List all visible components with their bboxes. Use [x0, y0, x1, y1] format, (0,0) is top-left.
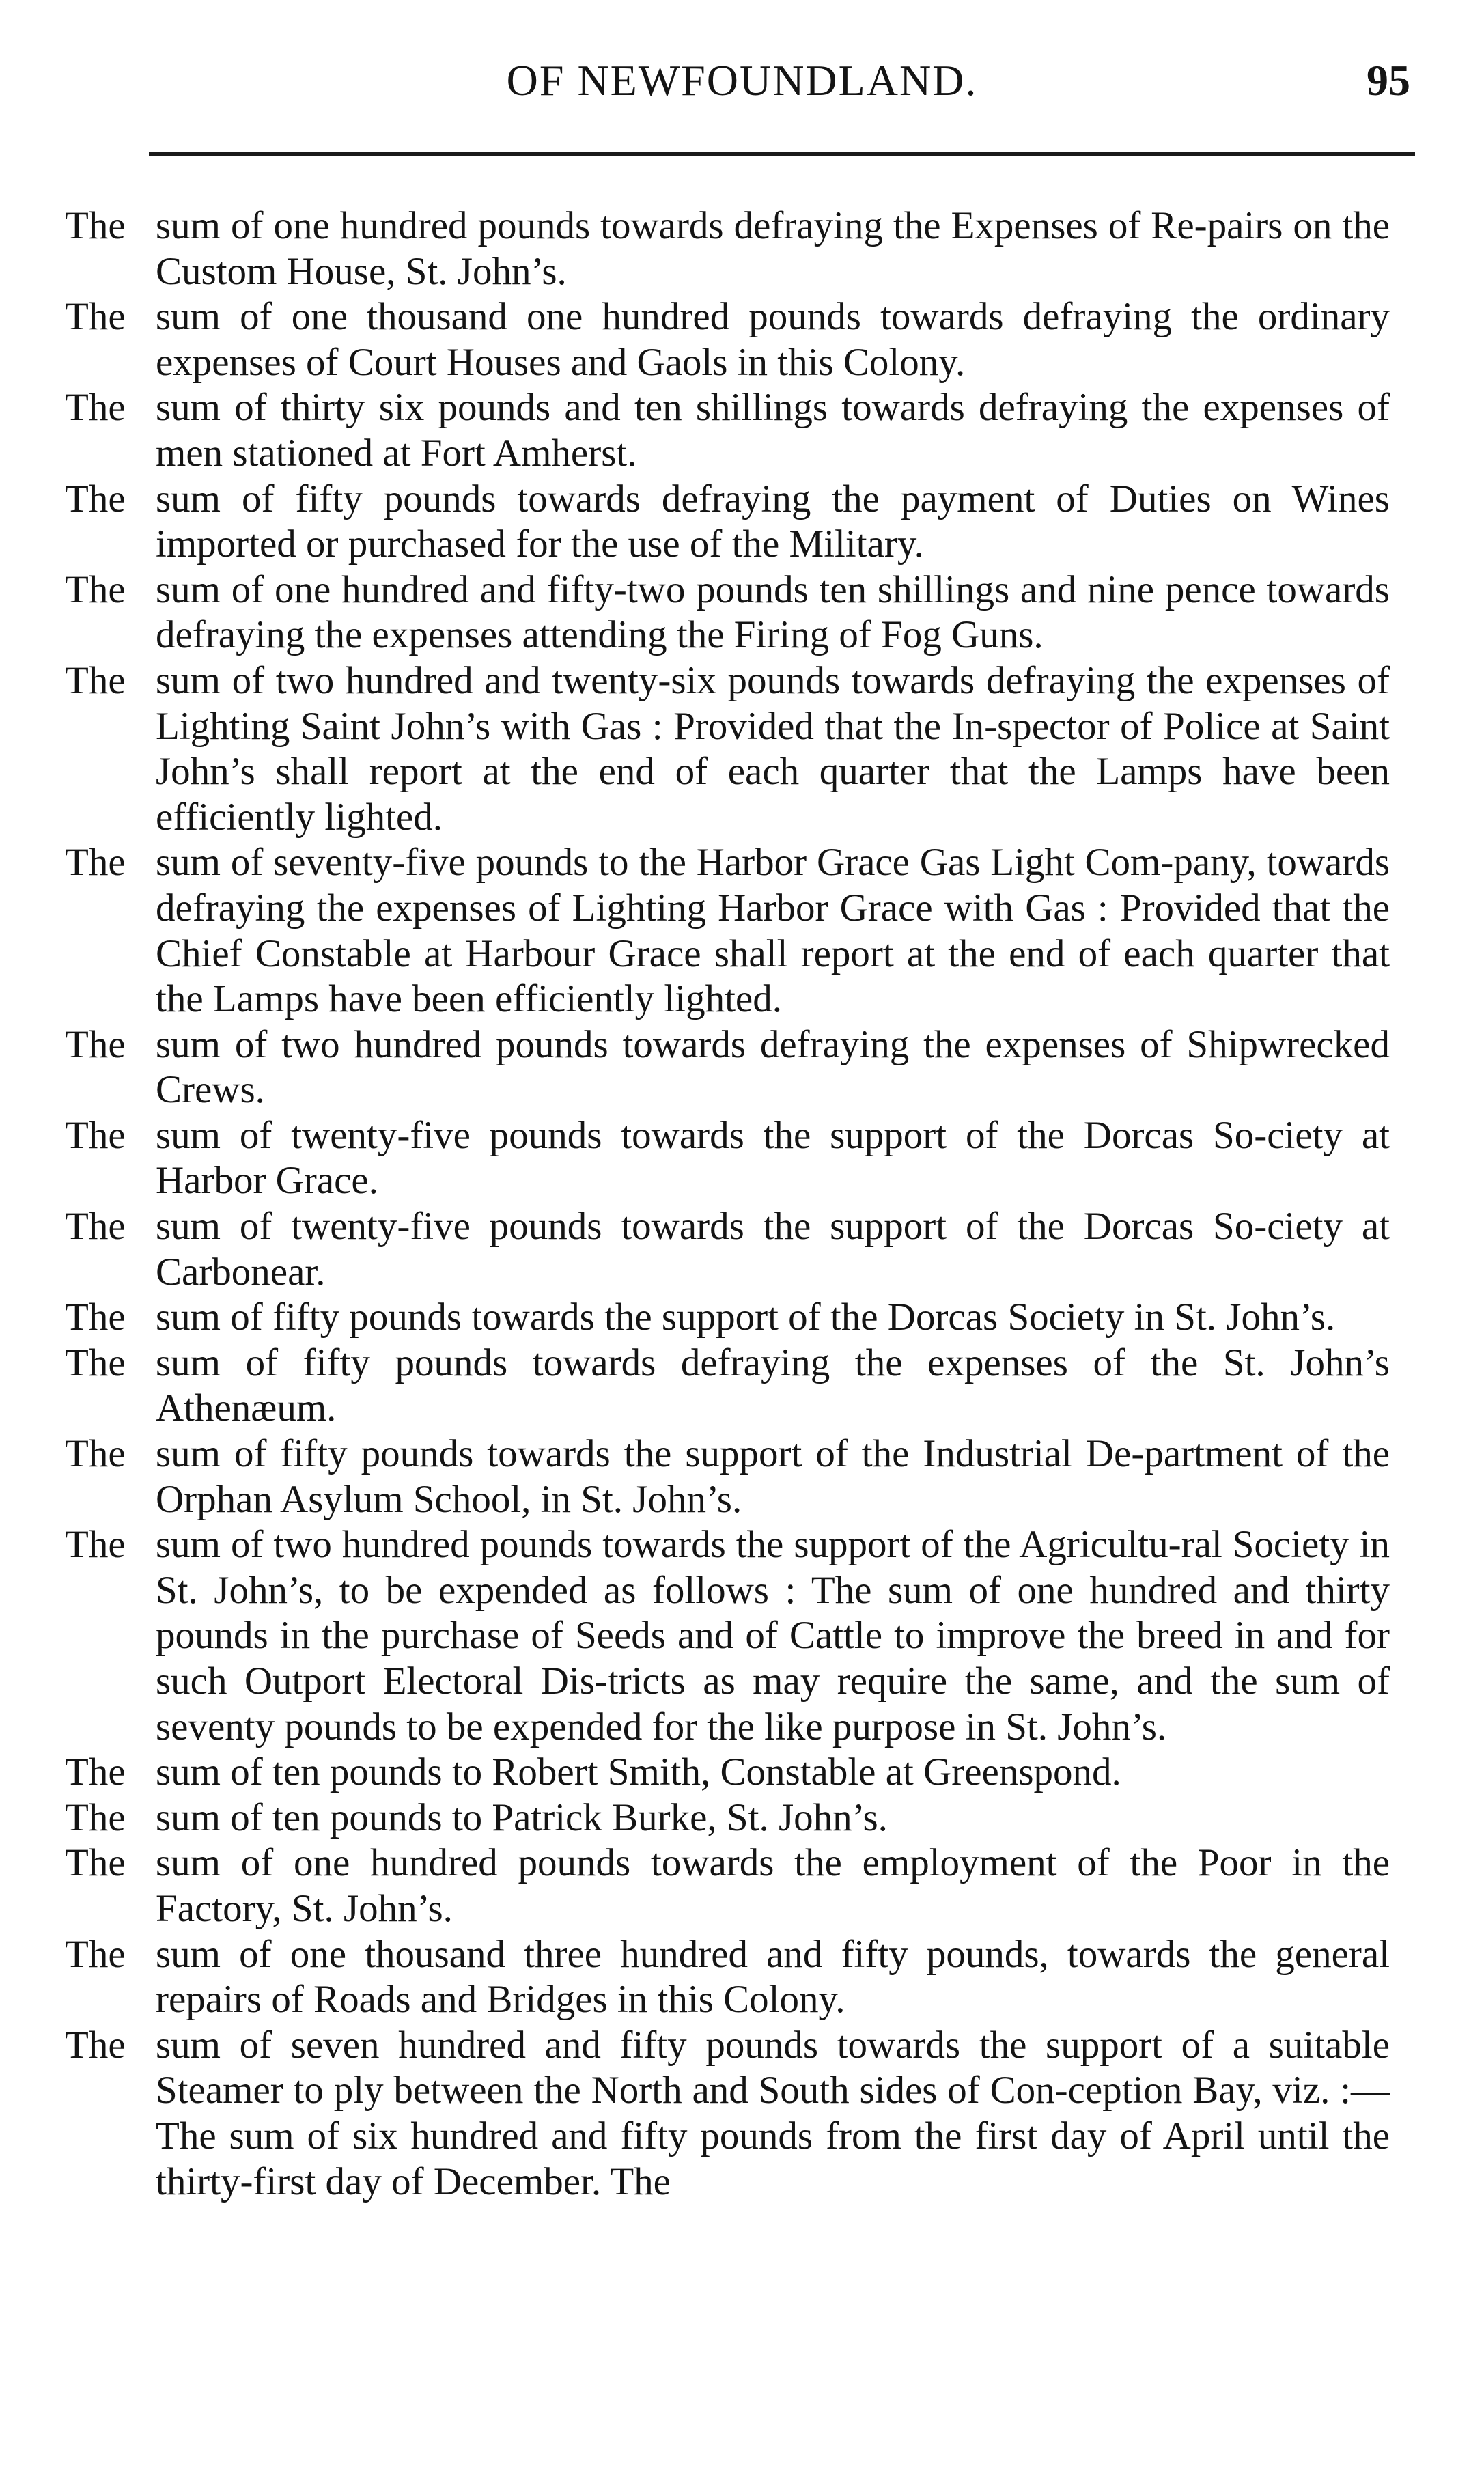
- entry-lead-word: The: [65, 1432, 126, 1476]
- entry-lead-word: The: [65, 1750, 126, 1794]
- entry-text: sum of one hundred pounds towards the employment of the Poor in the Factory, St. John’s.: [156, 1841, 1390, 1930]
- appropriation-entry-dorcas-st-johns: [65, 1295, 1390, 1341]
- entry-lead-word: The: [65, 204, 126, 247]
- appropriation-entry-roads-bridges: [65, 1932, 1390, 2023]
- entry-text: sum of fifty pounds towards the support of the Industrial De-partment of the Orphan Asylum School, in St. John’s.: [156, 1432, 1390, 1521]
- entry-text: sum of ten pounds to Patrick Burke, St. John’s.: [156, 1796, 888, 1839]
- entry-text: sum of fifty pounds towards defraying the payment of Duties on Wines imported or purchased for the use of the Military.: [156, 477, 1390, 566]
- entry-lead-word: The: [65, 1341, 126, 1384]
- entry-lead-word: The: [65, 841, 126, 884]
- appropriation-entry-dorcas-carbonear: [65, 1204, 1390, 1295]
- entry-text: sum of fifty pounds towards the support of the Dorcas Society in St. John’s.: [156, 1296, 1336, 1339]
- entry-lead-word: The: [65, 477, 126, 520]
- appropriation-entry-patrick-burke: [65, 1796, 1390, 1841]
- entry-lead-word: The: [65, 1113, 126, 1157]
- appropriation-entry-dorcas-harbor-grace: [65, 1113, 1390, 1204]
- entry-lead-word: The: [65, 1796, 126, 1839]
- appropriation-entry-fort-amherst: [65, 385, 1390, 476]
- entry-text: sum of two hundred pounds towards defraying the expenses of Shipwrecked Crews.: [156, 1022, 1390, 1112]
- entry-lead-word: The: [65, 295, 126, 339]
- entry-lead-word: The: [65, 1523, 126, 1567]
- entry-lead-word: The: [65, 386, 126, 430]
- appropriation-entry-robert-smith: [65, 1750, 1390, 1796]
- appropriation-entry-agricultural-society: [65, 1522, 1390, 1750]
- entry-text: sum of thirty six pounds and ten shillings towards defraying the expenses of men stationed at Fort Amherst.: [156, 386, 1390, 475]
- entry-lead-word: The: [65, 658, 126, 702]
- entry-lead-word: The: [65, 568, 126, 611]
- entry-text: sum of twenty-five pounds towards the support of the Dorcas So-ciety at Harbor Grace.: [156, 1113, 1390, 1203]
- running-title: OF NEWFOUNDLAND.: [506, 56, 978, 104]
- appropriation-entry-shipwrecked-crews: [65, 1022, 1390, 1113]
- entry-text: sum of two hundred pounds towards the support of the Agricultu-ral Society in St. John’s, to be expended as follows : The sum of one hundred and thirty pounds in the purchase of Seeds and of Cattle to improve the breed in and for such Outport Electoral Dis-tricts as may require the same, and the sum of seventy pounds to be expended for the like purpose in St. John’s.: [156, 1523, 1390, 1748]
- appropriation-entry-court-houses-gaols: [65, 294, 1390, 385]
- entry-text: sum of seventy-five pounds to the Harbor Grace Gas Light Com-pany, towards defraying the expenses of Lighting Harbor Grace with Gas : Provided that the Chief Constable at Harbour Grace shall report at the end of each quarter that the Lamps have been efficiently lighted.: [156, 841, 1390, 1021]
- appropriation-list: [65, 204, 1390, 2205]
- entry-text: sum of ten pounds to Robert Smith, Constable at Greenspond.: [156, 1750, 1121, 1794]
- entry-lead-word: The: [65, 1022, 126, 1066]
- appropriation-entry-harbor-grace-gas: [65, 840, 1390, 1022]
- entry-text: sum of one thousand one hundred pounds towards defraying the ordinary expenses of Court Houses and Gaols in this Colony.: [156, 295, 1390, 384]
- appropriation-entry-orphan-asylum: [65, 1431, 1390, 1522]
- entry-lead-word: The: [65, 1205, 126, 1248]
- entry-text: sum of seven hundred and fifty pounds towards the support of a suitable Steamer to ply between the North and South sides of Con-ception Bay, viz. :—The sum of six hundred and fifty pounds from the first day of April until the thirty-first day of December. The: [156, 2023, 1390, 2203]
- appropriation-entry-lighting-st-johns: [65, 658, 1390, 840]
- entry-text: sum of fifty pounds towards defraying the expenses of the St. John’s Athenæum.: [156, 1341, 1390, 1430]
- entry-lead-word: The: [65, 2023, 126, 2067]
- appropriation-entry-athenaeum: [65, 1341, 1390, 1431]
- page-number: 95: [1367, 56, 1410, 104]
- appropriation-entry-conception-bay-steamer: [65, 2023, 1390, 2205]
- running-header: [0, 53, 1484, 108]
- entry-text: sum of one thousand three hundred and fifty pounds, towards the general repairs of Roads and Bridges in this Colony.: [156, 1932, 1390, 2022]
- entry-lead-word: The: [65, 1841, 126, 1885]
- appropriation-entry-repairs-custom-house: [65, 204, 1390, 294]
- entry-text: sum of two hundred and twenty-six pounds towards defraying the expenses of Lighting Saint John’s with Gas : Provided that the In-spector of Police at Saint John’s shall report at the end of each quarter that the Lamps have been efficiently lighted.: [156, 658, 1390, 839]
- entry-lead-word: The: [65, 1296, 126, 1339]
- appropriation-entry-fog-guns: [65, 568, 1390, 658]
- header-rule: [149, 152, 1415, 156]
- appropriation-entry-duties-on-wines: [65, 477, 1390, 568]
- appropriation-entry-poor-factory: [65, 1841, 1390, 1931]
- entry-lead-word: The: [65, 1932, 126, 1976]
- entry-text: sum of twenty-five pounds towards the support of the Dorcas So-ciety at Carbonear.: [156, 1205, 1390, 1294]
- entry-text: sum of one hundred and fifty-two pounds ten shillings and nine pence towards defraying the expenses attending the Firing of Fog Guns.: [156, 568, 1390, 657]
- entry-text: sum of one hundred pounds towards defraying the Expenses of Re-pairs on the Custom House, St. John’s.: [156, 204, 1390, 293]
